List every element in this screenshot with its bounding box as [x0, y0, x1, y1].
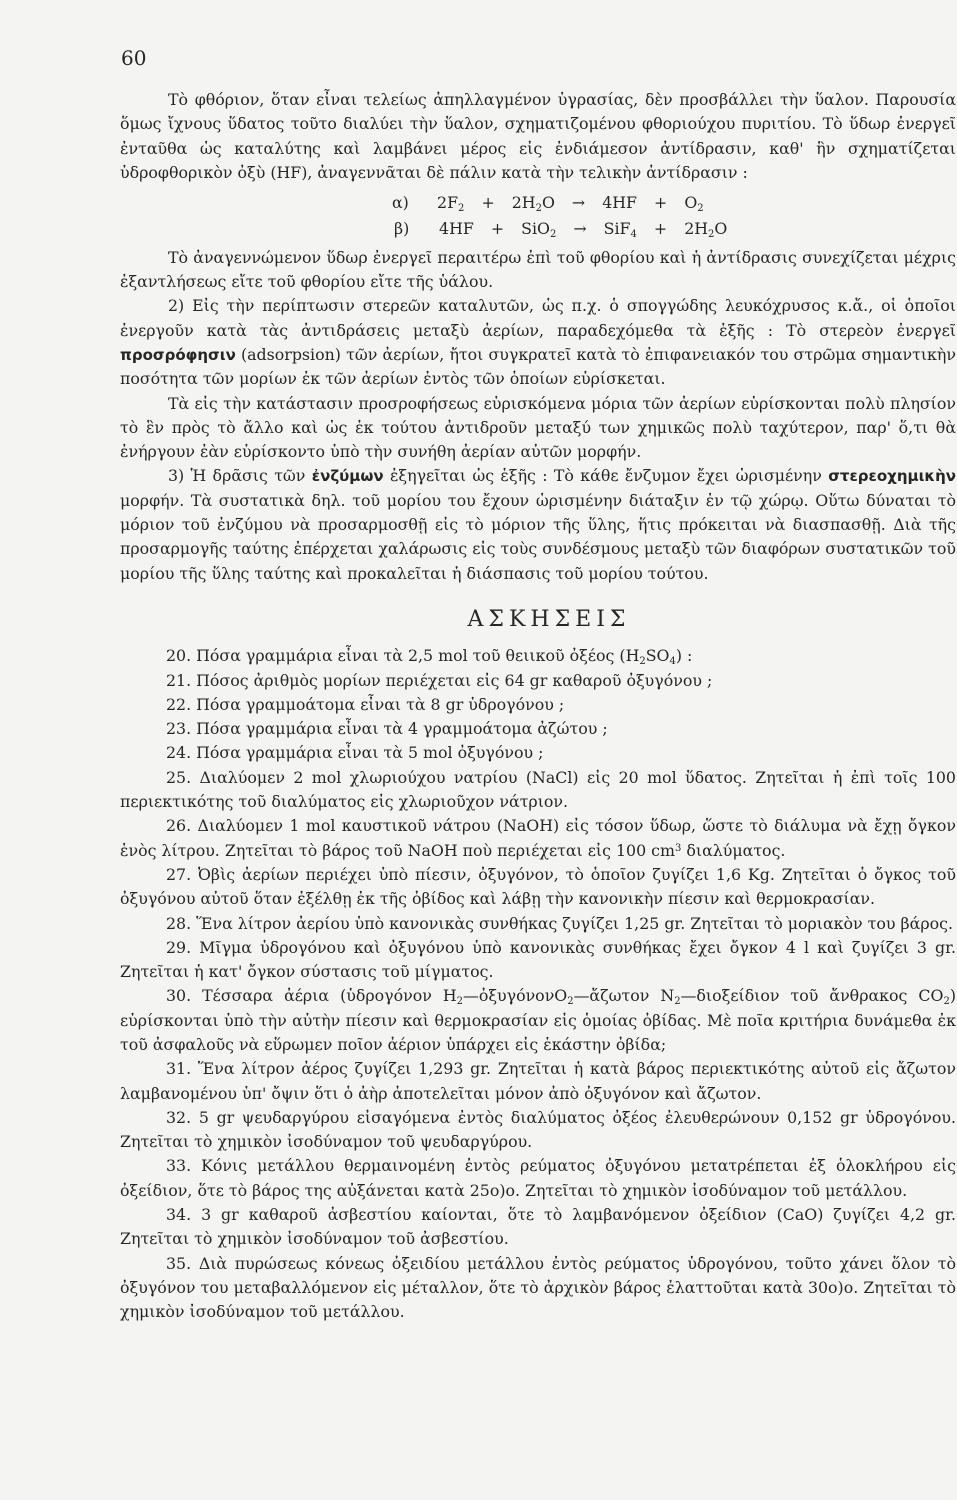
exercise-item: 21. Πόσος ἀριθμὸς μορίων περιέχεται εἰς 64 gr καθαροῦ ὀξυγόνου ; [166, 670, 713, 690]
bold-term: προσρόφησιν [120, 345, 236, 364]
subscript: 2 [708, 229, 715, 241]
eq-term: 2H [511, 193, 536, 213]
plus-sign: + [490, 219, 505, 239]
paragraph [120, 294, 956, 391]
exercise-item: 34. 3 gr καθαροῦ ἀσβεστίου καίονται, ὅτε τὸ λαμβανόμενον ὀξείδιον (CaO) ζυγίζει 4,2 gr. Ζητεῖται τὸ χημικὸν ἰσοδύναμον τοῦ ἀσβεστίου. [120, 1205, 956, 1249]
text-run: ) : [675, 646, 693, 666]
subscript: 2 [535, 203, 542, 215]
equation-beta [120, 217, 956, 241]
subscript: 2 [567, 996, 574, 1008]
exercise-item: 32. 5 gr ψευδαργύρου εἰσαγόμενα ἐντὸς διαλύματος ὀξέος ἐλευθερώνουν 0,152 gr ὑδρογόνου. Ζητεῖται τὸ χημικὸν ἰσοδύναμον τοῦ ψευδαργύρου. [120, 1107, 956, 1152]
text-run: μορφήν. Τὰ συστατικὰ δηλ. τοῦ μορίου του ἔχουν ὡρισμένην διάταξιν ἐν τῷ χώρῳ. Οὕτω δύναται τὸ μόριον τοῦ ἐνζύμου νὰ προσαρμοσθῇ εἰς τὸ μόριον τῆς ὕλης, ἥτις πρόκειται νὰ διασπασθῇ. Διὰ τῆς προσαρμογῆς ταύτης ἐπέρχεται χαλάρωσις εἰς τοὺς συνδέσμους μεταξὺ τῶν διαφόρων συστατικῶν τοῦ μορίου τῆς ὕλης ταύτης καὶ προκαλεῖται ἡ διάσπασις τοῦ μορίου τούτου. [120, 490, 956, 583]
exercise-item: 31. Ἕνα λίτρον ἀέρος ζυγίζει 1,293 gr. Ζητεῖται ἡ κατὰ βάρος περιεκτικότης αὐτοῦ εἰς ἄζωτον λαμβανομένου ὑπ' ὄψιν ὅτι ὁ ἀὴρ ἀποτελεῖται μόνον ἀπὸ ὀξυγόνον καὶ ἄζωτον. [120, 1059, 956, 1103]
text-run: 3) Ἡ δρᾶσις τῶν [168, 466, 312, 486]
exercise-item [120, 644, 956, 668]
arrow-icon: → [573, 219, 587, 239]
paragraph [120, 464, 956, 585]
exercise-item: 25. Διαλύομεν 2 mol χλωριούχου νατρίου (NaCl) εἰς 20 mol ὕδατος. Ζητεῖται ἡ ἐπὶ τοῖς 100 περιεκτικότης τοῦ διαλύματος εἰς χλωριοῦχον νάτριον. [120, 767, 956, 812]
equation-alpha [120, 191, 956, 215]
exercise-item: 35. Διὰ πυρώσεως κόνεως ὀξειδίου μετάλλου ἐντὸς ρεύματος ὑδρογόνου, τοῦτο χάνει ὅλον τὸ ὀξυγόνον του μεταβαλλόμενον εἰς μέταλλον, ὅτε τὸ ἀρχικὸν βάρος ἐλαττοῦται κατὰ 30ο)ο. Ζητεῖται τὸ χημικὸν ἰσοδύναμον τοῦ μετάλλου. [120, 1253, 956, 1322]
eq-term: O [541, 193, 555, 213]
page-number: 60 [121, 46, 147, 70]
exercise-item: 22. Πόσα γραμμοάτομα εἶναι τὰ 8 gr ὑδρογόνου ; [166, 694, 565, 714]
arrow-icon: → [571, 193, 586, 213]
text-run: —διοξείδιον τοῦ ἄνθρακος CO [680, 986, 944, 1006]
bold-term: στερεοχημικὴν [828, 467, 956, 486]
text-run: διαλύματος. [681, 840, 786, 860]
subscript: 2 [697, 203, 704, 215]
text-run: SO [645, 646, 670, 666]
exercise-item: 29. Μῖγμα ὑδρογόνου καὶ ὀξυγόνου ὑπὸ κανονικὰς συνθήκας ἔχει ὄγκον 4 l καὶ ζυγίζει 3 gr. Ζητεῖται ἡ κατ' ὄγκον σύστασις τοῦ μίγματος. [120, 937, 956, 982]
paragraph: Τὸ ἀναγεννώμενον ὕδωρ ἐνεργεῖ περαιτέρω ἐπὶ τοῦ φθορίου καὶ ἡ ἀντίδρασις συνεχίζεται μέχρις ἐξαντλήσεως εἴτε τοῦ φθορίου εἴτε τῆς ὑάλου. [120, 247, 956, 292]
exercise-item: 33. Κόνις μετάλλου θερμαινομένη ἐντὸς ρεύματος ὀξυγόνου μετατρέπεται ἐξ ὁλοκλήρου εἰς ὀξείδιον, ὅτε τὸ βάρος της αὐξάνεται κατὰ 25ο)ο. Ζητεῖται τὸ χημικὸν ἰσοδύναμον τοῦ μετάλλου. [120, 1156, 956, 1200]
eq-term: SiO [521, 219, 550, 239]
plus-sign: + [481, 193, 495, 213]
eq-term: O [714, 219, 728, 239]
subscript: 4 [669, 656, 676, 668]
text-run: 30. Τέσσαρα ἀέρια (ὑδρογόνον H [166, 986, 457, 1006]
exercise-item: 24. Πόσα γραμμάρια εἶναι τὰ 5 mol ὀξυγόνου ; [166, 743, 544, 763]
subscript: 2 [639, 656, 646, 668]
text-run: —ἄζωτον N [573, 986, 675, 1006]
section-heading: ΑΣΚΗΣΕΙΣ [467, 606, 631, 632]
exercise-item [120, 984, 956, 1057]
eq-term: 4HF [439, 219, 474, 239]
eq-term: 4HF [602, 193, 637, 213]
subscript: 2 [549, 229, 557, 241]
subscript: 2 [456, 996, 464, 1008]
exercise-item [120, 814, 956, 863]
subscript: 4 [630, 229, 637, 241]
subscript: 2 [674, 996, 681, 1008]
eq-term: SiF [603, 219, 631, 239]
paragraph: Τὰ εἰς τὴν κατάστασιν προσροφήσεως εὑρισκόμενα μόρια τῶν ἀερίων εὑρίσκονται πολὺ πλησίον τὸ ἓν πρὸς τὸ ἄλλο καὶ ὡς ἐκ τούτου ἀντιδροῦν μεταξύ των χημικῶς πολὺ ταχύτερον, παρ' ὅ,τι θὰ ἐνήργουν ἐὰν εὑρίσκοντο ὑπὸ τὴν συνήθη ἀερίαν αὐτῶν μορφήν. [120, 393, 956, 462]
eq-term: 2H [684, 219, 709, 239]
subscript: 2 [458, 203, 465, 215]
text-run: 26. Διαλύομεν 1 mol καυστικοῦ νάτρου (NaOH) εἰς τόσον ὕδωρ, ὥστε τὸ διάλυμα νὰ ἔχῃ ὄγκον ἑνὸς λίτρου. Ζητεῖται τὸ βάρος τοῦ NaOH ποὺ περιέχεται εἰς 100 cm [120, 816, 956, 860]
plus-sign: + [653, 219, 668, 239]
equation-label: α) [392, 193, 409, 213]
superscript: 3 [675, 842, 682, 854]
bold-term: ἐνζύμων [311, 467, 384, 486]
exercise-item: 23. Πόσα γραμμάρια εἶναι τὰ 4 γραμμοάτομα ἀζώτου ; [166, 719, 608, 739]
exercise-item: 28. Ἕνα λίτρον ἀερίου ὑπὸ κανονικὰς συνθήκας ζυγίζει 1,25 gr. Ζητεῖται τὸ μοριακὸν του βάρος. [166, 913, 954, 933]
text-run: (adsorpsion) τῶν ἀερίων, ἤτοι συγκρατεῖ κατὰ τὸ ἐπιφανειακόν του στρῶμα σημαντικὴν ποσότητα τῶν μορίων ἐκ τῶν ἀερίων ἐντὸς τῶν ὁποίων εὑρίσκεται. [120, 344, 956, 389]
paragraph: Τὸ φθόριον, ὅταν εἶναι τελείως ἀπηλλαγμένον ὑγρασίας, δὲν προσβάλλει τὴν ὕαλον. Παρουσία ὅμως ἴχνους ὕδατος τοῦτο διαλύει τὴν ὕαλον, σχηματιζομένου φθοριούχου πυριτίου. Τὸ ὕδωρ ἐνεργεῖ ἐνταῦθα ὡς καταλύτης καὶ λαμβάνει μέρος εἰς ἐνδιάμεσον ἀντίδρασιν, καθ' ἣν σχηματίζεται ὑδροφθορικὸν ὀξὺ (HF), ἀναγεννᾶται δὲ πάλιν κατὰ τὴν τελικὴν ἀντίδρασιν : [120, 90, 956, 182]
plus-sign: + [654, 193, 668, 213]
eq-term: 2F [437, 193, 459, 213]
exercise-item: 27. Ὀβὶς ἀερίων περιέχει ὑπὸ πίεσιν, ὀξυγόνον, τὸ ὁποῖον ζυγίζει 1,6 Kg. Ζητεῖται ὁ ὄγκος τοῦ ὀξυγόνου αὐτοῦ ὅταν ἐξέλθῃ ἐκ τῆς ὀβίδος καὶ λάβῃ τὴν κανονικὴν πίεσιν καὶ θερμοκρασίαν. [120, 864, 956, 909]
equation-label: β) [394, 219, 410, 239]
subscript: 2 [943, 996, 950, 1008]
text-run: 2) Εἰς τὴν περίπτωσιν στερεῶν καταλυτῶν, ὡς π.χ. ὁ σπογγώδης λευκόχρυσος κ.ἄ., οἱ ὁποῖοι ἐνεργοῦν κατὰ τὰς ἀντιδράσεις μεταξὺ ἀερίων, παραδεχόμεθα τὰ ἑξῆς : Τὸ στερεὸν ἐνεργεῖ [120, 296, 956, 340]
text-run: 20. Πόσα γραμμάρια εἶναι τὰ 2,5 mol τοῦ θειικοῦ ὀξέος (H [166, 646, 640, 666]
body-text [120, 88, 956, 1325]
text-run: ἐξηγεῖται ὡς ἑξῆς : Τὸ κάθε ἔνζυμον ἔχει ὡρισμένην [383, 466, 829, 486]
eq-term: O [684, 193, 698, 213]
text-run: ) εὑρίσκονται ὑπὸ τὴν αὐτὴν πίεσιν καὶ θερμοκρασίαν εἰς ὁμοίας ὀβίδας. Μὲ ποῖα κριτήρια δυνάμεθα ἐκ τοῦ ἀσφαλοῦς νὰ εὕρωμεν ποῖον ἀέριον ὑπάρχει εἰς ἑκάστην ὀβίδα; [120, 986, 956, 1054]
text-run: —ὀξυγόνονO [463, 986, 568, 1006]
